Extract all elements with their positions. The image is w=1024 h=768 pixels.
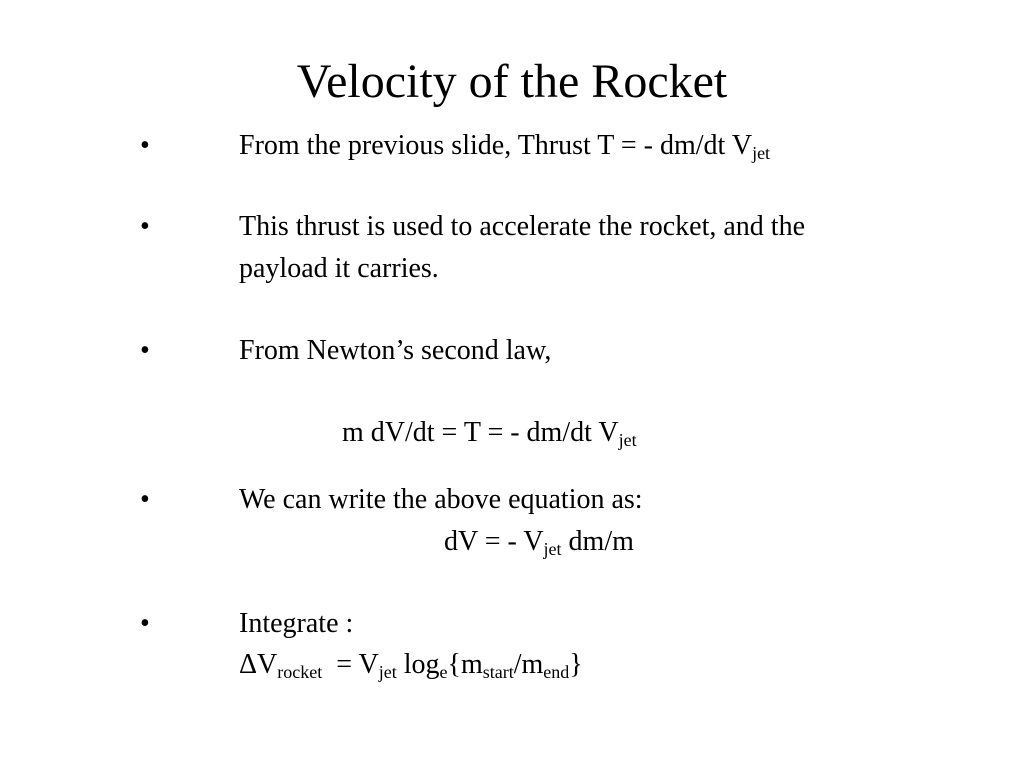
equation-dv-rhs: dm/m — [561, 526, 634, 557]
eq3-delta-v: ΔV — [239, 649, 278, 680]
equation-rocket-velocity — [239, 648, 583, 682]
bullet-3: • — [140, 335, 150, 366]
equation-dv — [444, 525, 634, 559]
eq3-sub-rocket: rocket — [277, 662, 323, 682]
bullet-5: • — [140, 608, 150, 639]
eq3-sub-start: start — [482, 662, 514, 682]
equation-newton-main: m dV/dt = T = - dm/dt V — [342, 417, 619, 448]
eq3-open: {m — [447, 649, 483, 680]
equation-newton — [342, 416, 637, 450]
point-3-text: From Newton’s second law, — [239, 335, 552, 366]
point-2-line-1: This thrust is used to accelerate the rocket, and the — [239, 211, 806, 242]
point-1-main: From the previous slide, Thrust T = - dm/dt V — [239, 130, 753, 161]
equation-newton-subscript: jet — [618, 430, 637, 450]
equation-dv-lhs: dV = - V — [444, 526, 544, 557]
eq3-sub-jet: jet — [378, 662, 397, 682]
eq3-sub-e: e — [439, 662, 448, 682]
slide-title: Velocity of the Rocket — [296, 55, 728, 108]
point-5-text: Integrate : — [239, 608, 354, 639]
point-1-subscript: jet — [752, 143, 771, 163]
bullet-4: • — [140, 484, 150, 515]
point-4-text: We can write the above equation as: — [239, 484, 643, 515]
bullet-2: • — [140, 211, 150, 242]
eq3-slash-m: /m — [513, 649, 544, 680]
bullet-1: • — [140, 130, 150, 161]
eq3-log: log — [396, 649, 440, 680]
equation-dv-subscript: jet — [543, 539, 562, 559]
point-2-line-2: payload it carries. — [239, 253, 439, 284]
eq3-equals-v: = V — [322, 649, 379, 680]
point-1-text — [239, 129, 770, 163]
eq3-sub-end: end — [543, 662, 570, 682]
eq3-close: } — [569, 649, 583, 680]
